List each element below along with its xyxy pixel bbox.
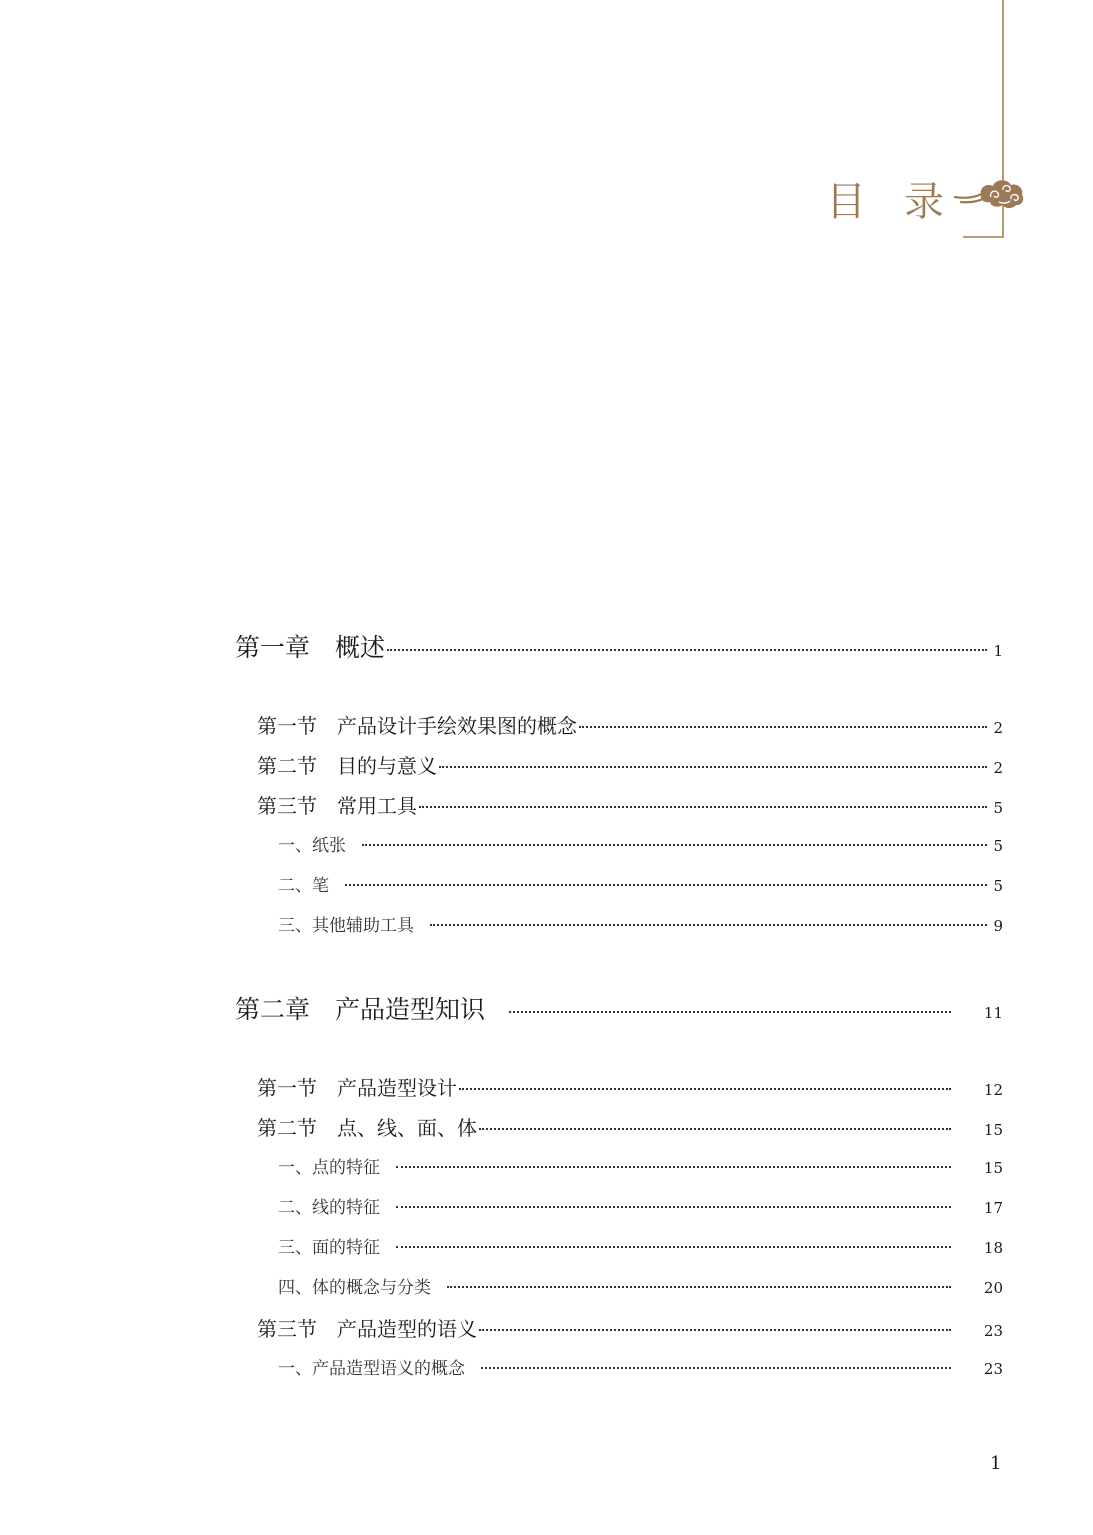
page-title	[826, 170, 946, 227]
toc-entry-page: 2	[993, 719, 1003, 737]
dot-leader	[345, 884, 987, 886]
decorative-horizontal-rule	[963, 236, 1004, 238]
toc-entry-label: 二、线的特征	[278, 1198, 380, 1218]
dot-leader	[459, 1088, 951, 1090]
toc-item-1-3-2[interactable]	[235, 871, 1003, 896]
dot-leader	[430, 924, 987, 926]
toc-entry-label: 第一节 产品造型设计	[257, 1076, 457, 1100]
toc-entry-page: 12	[983, 1081, 1003, 1099]
toc-entry-label: 第一章 概述	[235, 633, 386, 662]
toc-entry-label: 第一节 产品设计手绘效果图的概念	[257, 714, 577, 738]
toc-entry-page: 1	[993, 642, 1003, 660]
toc-item-1-3-1[interactable]	[235, 831, 1003, 856]
dot-leader	[509, 1011, 951, 1013]
toc-entry-page: 15	[983, 1121, 1003, 1139]
dot-leader	[447, 1286, 951, 1288]
toc-item-2-2-1[interactable]	[235, 1153, 1003, 1178]
toc-entry-label: 三、其他辅助工具	[278, 916, 414, 936]
toc-entry-label: 二、笔	[278, 876, 329, 896]
page-title-char-2: 录	[904, 179, 946, 225]
toc-entry-page: 2	[993, 759, 1003, 777]
toc-section-2-2[interactable]	[235, 1112, 1003, 1141]
toc-entry-page: 5	[993, 799, 1003, 817]
toc-entry-page: 5	[993, 877, 1003, 895]
toc-item-1-3-3[interactable]	[235, 911, 1003, 936]
toc-entry-page: 17	[983, 1199, 1003, 1217]
dot-leader	[396, 1206, 951, 1208]
toc-section-1-2[interactable]	[235, 750, 1003, 779]
dot-leader	[479, 1128, 951, 1130]
page-title-char-1: 目	[826, 179, 868, 225]
dot-leader	[396, 1166, 951, 1168]
dot-leader	[479, 1329, 951, 1331]
dot-leader	[396, 1246, 951, 1248]
toc-entry-page: 23	[983, 1360, 1003, 1378]
toc-entry-page: 23	[983, 1322, 1003, 1340]
toc-entry-label: 第三节 常用工具	[257, 794, 417, 818]
dot-leader	[419, 806, 987, 808]
toc-section-2-3[interactable]	[235, 1313, 1003, 1342]
toc-entry-page: 20	[983, 1279, 1003, 1297]
auspicious-cloud-icon	[953, 175, 1025, 211]
dot-leader	[439, 766, 987, 768]
toc-entry-label: 第三节 产品造型的语义	[257, 1317, 477, 1341]
toc-entry-label: 第二节 点、线、面、体	[257, 1116, 477, 1140]
toc-item-2-2-2[interactable]	[235, 1193, 1003, 1218]
dot-leader	[481, 1367, 951, 1369]
toc-section-1-1[interactable]	[235, 710, 1003, 739]
toc-item-2-3-1[interactable]	[235, 1354, 1003, 1379]
toc-entry-page: 11	[983, 1004, 1003, 1022]
toc-entry-page: 5	[993, 837, 1003, 855]
toc-entry-label: 第二章 产品造型知识	[235, 995, 486, 1024]
toc-entry-page: 18	[983, 1239, 1003, 1257]
toc-chapter-1[interactable]	[235, 628, 1003, 664]
dot-leader	[387, 649, 987, 651]
toc-section-1-3[interactable]	[235, 790, 1003, 819]
toc-entry-label: 一、产品造型语义的概念	[278, 1359, 465, 1379]
toc-item-2-2-4[interactable]	[235, 1273, 1003, 1298]
dot-leader	[579, 726, 987, 728]
page-number: 1	[990, 1453, 1002, 1474]
toc-chapter-2[interactable]	[235, 990, 1003, 1026]
toc-entry-label: 一、点的特征	[278, 1158, 380, 1178]
dot-leader	[362, 844, 987, 846]
toc-entry-label: 一、纸张	[278, 836, 346, 856]
toc-item-2-2-3[interactable]	[235, 1233, 1003, 1258]
toc-entry-page: 9	[993, 917, 1003, 935]
toc-entry-label: 第二节 目的与意义	[257, 754, 437, 778]
toc-entry-page: 15	[983, 1159, 1003, 1177]
toc-entry-label: 四、体的概念与分类	[278, 1278, 431, 1298]
toc-section-2-1[interactable]	[235, 1072, 1003, 1101]
toc-entry-label: 三、面的特征	[278, 1238, 380, 1258]
